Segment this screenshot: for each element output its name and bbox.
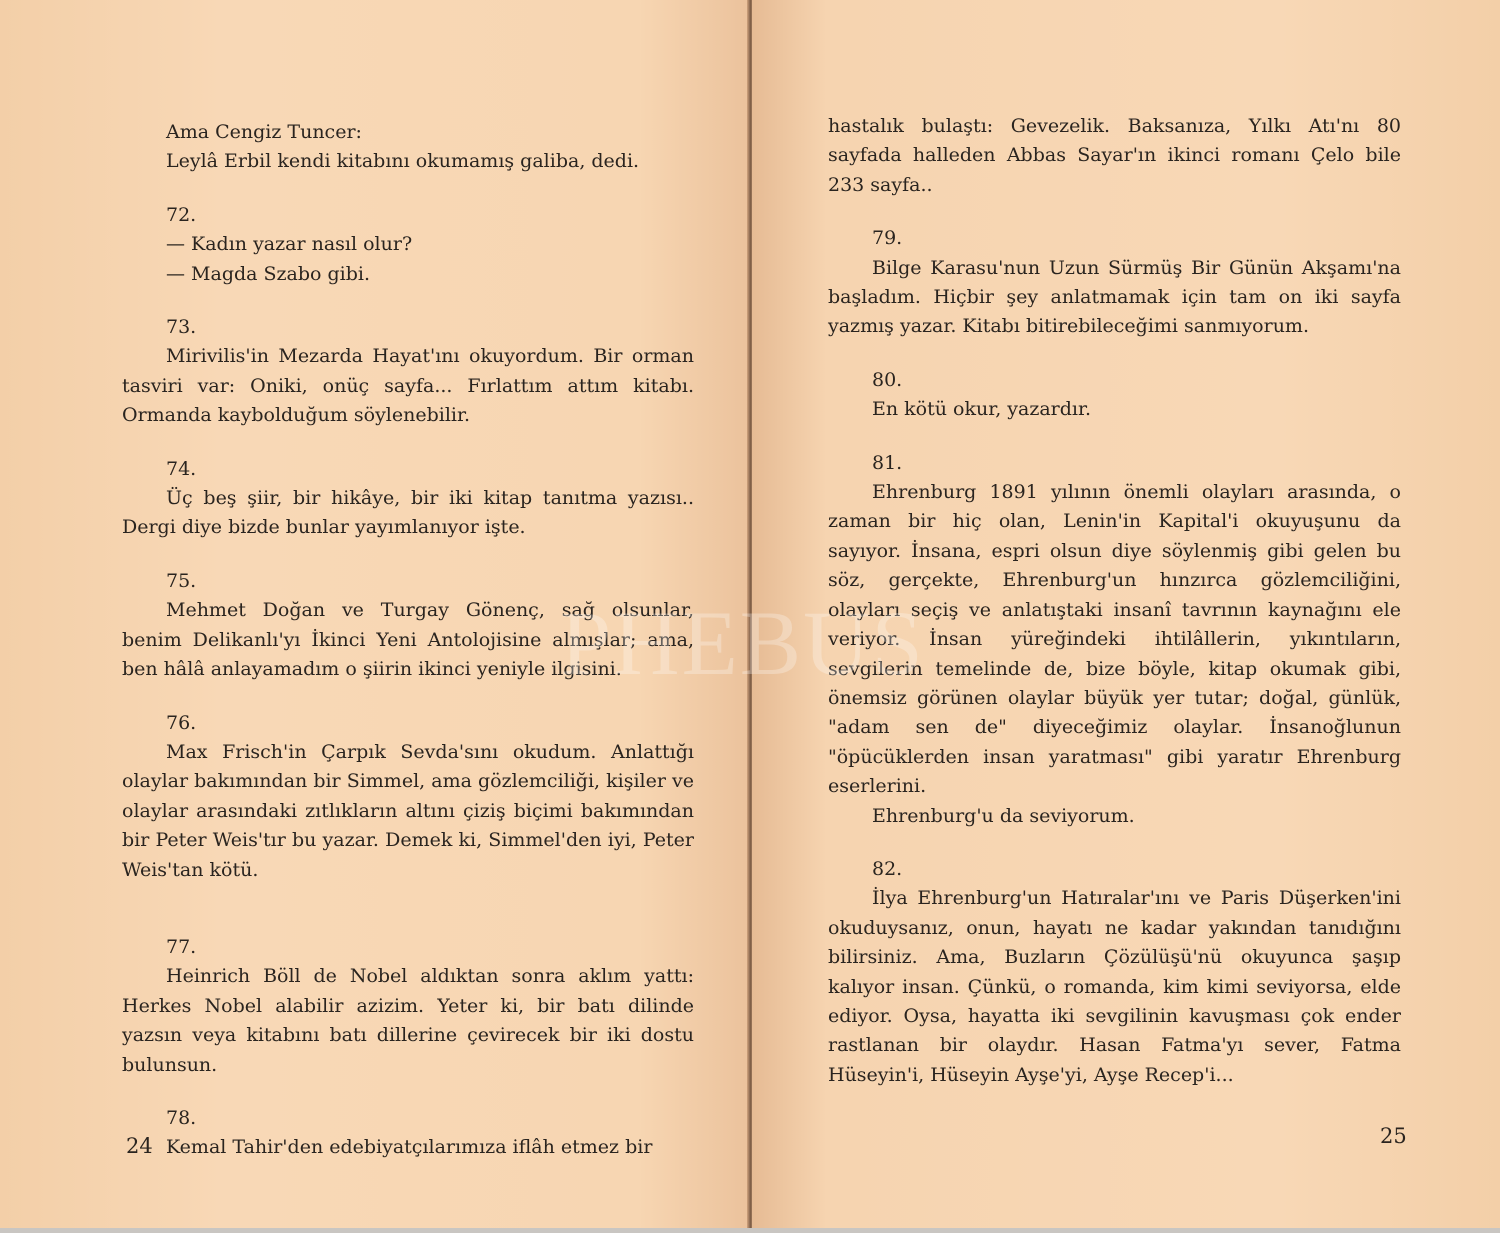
entry-number: 75. [166, 569, 197, 592]
paragraph-gap [828, 342, 1401, 366]
paragraph-gap [122, 885, 694, 909]
paragraph: Ehrenburg'u da seviyorum. [872, 804, 1135, 827]
entry-number: 72. [166, 203, 197, 226]
paragraph: Kemal Tahir'den edebiyatçılarımıza iflâh etmez bir [166, 1136, 653, 1159]
paragraph: Bilge Karasu'nun Uzun Sürmüş Bir Günün Akşamı'na başladım. Hiçbir şey anlatmamak için tam on iki sayfa yazmış yazar. Kitabı bitirebileceğimi sanmıyorum. [828, 256, 1401, 338]
paragraph-gap [122, 909, 694, 933]
right-page-number: 25 [1380, 1124, 1407, 1148]
paragraph: Max Frisch'in Çarpık Sevda'sını okudum. Anlattığı olaylar bakımından bir Simmel, ama gözlemciliği, kişiler ve olaylar arasındaki zıtlıkların altını çiziş biçimi bakımından bir Peter Weis'tır bu yazar. Demek ki, Simmel'den iyi, Peter Weis'tan kötü. [122, 740, 694, 881]
entry-number: 74. [166, 457, 197, 480]
paragraph: — Magda Szabo gibi. [166, 262, 371, 285]
paragraph: hastalık bulaştı: Gevezelik. Baksanıza, Yılkı Atı'nı 80 sayfada halleden Abbas Sayar'ın ikinci romanı Çelo bile 233 sayfa.. [828, 115, 1401, 196]
paragraph: Üç beş şiir, bir hikâye, bir iki kitap tanıtma yazısı.. Dergi diye bizde bunlar yayımlanıyor işte. [122, 487, 694, 539]
paragraph-gap [828, 425, 1401, 449]
paragraph-gap [122, 289, 694, 313]
paragraph-gap [828, 831, 1401, 855]
bottom-edge [0, 1228, 1500, 1233]
paragraph: — Kadın yazar nasıl olur? [166, 233, 413, 256]
entry-number: 78. [166, 1106, 197, 1129]
paragraph: Leylâ Erbil kendi kitabını okumamış galiba, dedi. [166, 150, 640, 173]
left-page-number: 24 [126, 1134, 153, 1158]
entry-number: 77. [166, 935, 197, 958]
entry-number: 82. [872, 857, 903, 880]
paragraph-gap [122, 1080, 694, 1104]
watermark: PHEBUS [560, 592, 925, 694]
entry-number: 80. [872, 368, 903, 391]
paragraph-gap [122, 431, 694, 455]
entry-number: 73. [166, 316, 197, 339]
paragraph-gap [122, 543, 694, 567]
paragraph: Ama Cengiz Tuncer: [166, 121, 362, 143]
paragraph: İlya Ehrenburg'un Hatıralar'ını ve Paris Düşerken'ini okuduysanız, onun, hayatı ne kadar yakından tanıdığını bilirsiniz. Ama, Buzların Çözülüşü'nü okuyunca şaşıp kalıyor insan. Çünkü, o romanda, kim kimi seviyorsa, elde ediyor. Oysa, hayatta iki sevgilinin kavuşması çok ender rastlanan bir olaydır. Hasan Fatma'yı sever, Fatma Hüseyin'i, Hüseyin Ayşe'yi, Ayşe Recep'i... [828, 887, 1401, 1086]
paragraph: Mirivilis'in Mezarda Hayat'ını okuyordum. Bir orman tasviri var: Oniki, onüç sayfa... Fırlattım attım kitabı. Ormanda kaybolduğum söylenebilir. [122, 345, 694, 427]
paragraph-gap [828, 200, 1401, 224]
paragraph: Mehmet Doğan ve Turgay Gönenç, sağ olsunlar, benim Delikanlı'yı İkinci Yeni Antolojisine almışlar; ama, ben hâlâ anlayamadım o şiirin ikinci yeniyle ilgisini. [122, 599, 694, 681]
paragraph: En kötü okur, yazardır. [872, 398, 1092, 421]
paragraph-gap [122, 177, 694, 201]
entry-number: 79. [872, 227, 903, 250]
paragraph: Heinrich Böll de Nobel aldıktan sonra aklım yattı: Herkes Nobel alabilir azizim. Yeter ki, bir batı dilinde yazsın veya kitabını batı dillerine çevirecek bir iki dostu bulunsun. [122, 965, 694, 1076]
entry-number: 76. [166, 711, 197, 734]
paragraph: Ehrenburg 1891 yılının önemli olayları arasında, o zaman bir hiç olan, Lenin'in Kapital'i okuyuşunu da sayıyor. İnsana, espri olsun diye söylenmiş gibi gelen bu söz, gerçekte, Ehrenburg'un hınzırca gözlemciliğini, olayları seçiş ve anlatıştaki insanî tavrının kaynağını ele veriyor. İnsan yüreğindeki ihtilâllerin, yıkıntıların, sevgilerin temelinde de, bize böyle, kitap okumak gibi, önemsiz görünen olaylar büyük yer tutar; doğal, günlük, "adam sen de" diyeceğimiz olaylar. İnsanoğlunun "öpücüklerden insan yaratması" gibi yaratır Ehrenburg eserlerini. [828, 481, 1401, 798]
entry-number: 81. [872, 451, 903, 474]
